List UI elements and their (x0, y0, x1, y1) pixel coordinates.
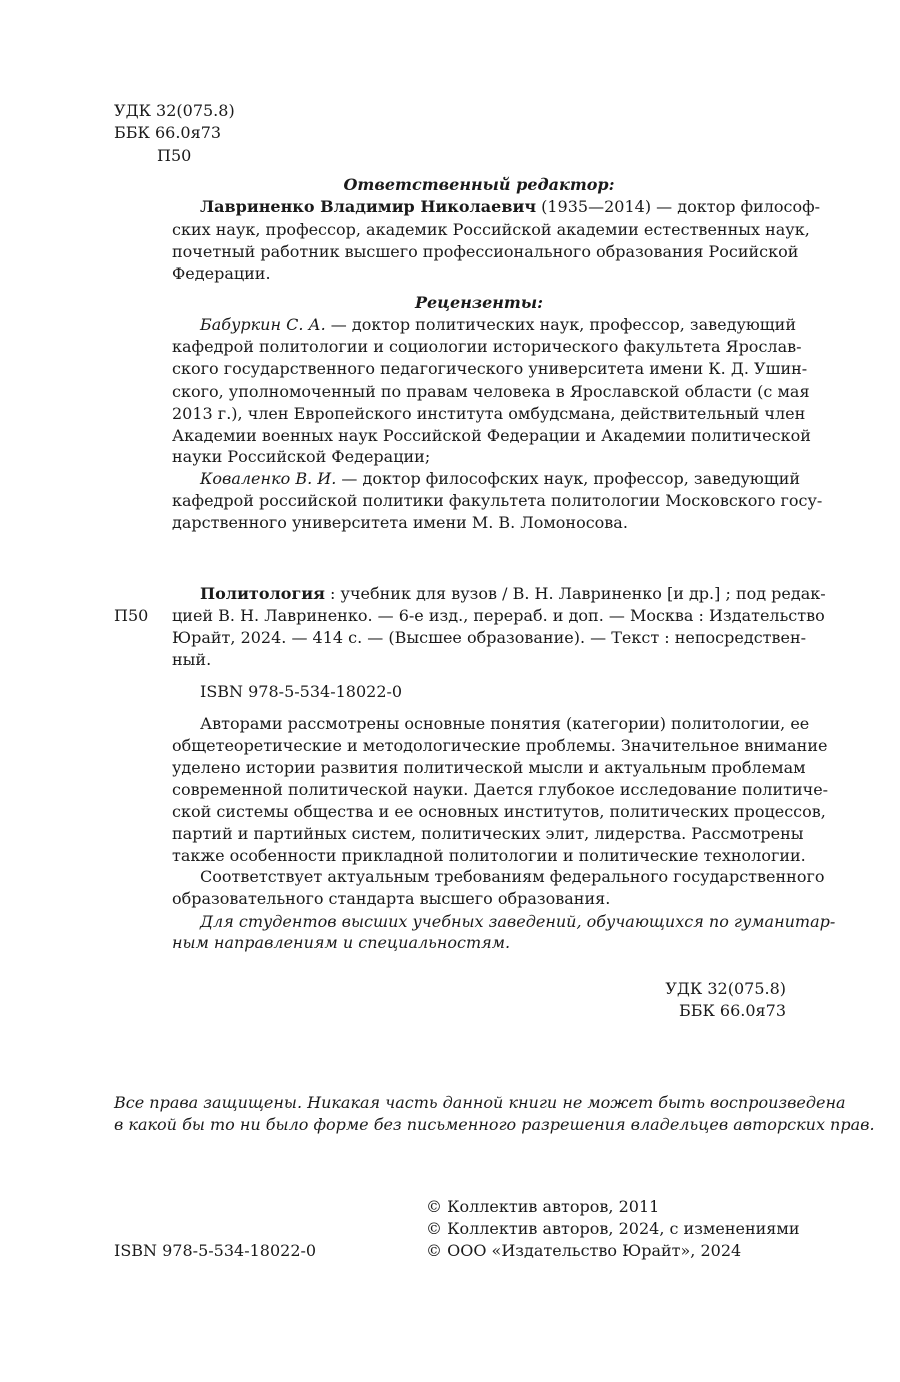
audience-line-2: ным направлениям и специальностям. (172, 933, 511, 952)
editor-heading: Ответственный редактор: (343, 175, 615, 194)
reviewer1-line-2: кафедрой политологии и социологии исторического факультета Ярослав- (172, 337, 802, 356)
reviewer2-line-1 (200, 468, 801, 490)
udk-code: УДК 32(075.8) (114, 101, 235, 120)
udk-code-bottom: УДК 32(075.8) (665, 979, 786, 998)
annotation-line-1: Авторами рассмотрены основные понятия (категории) политологии, ее (200, 714, 810, 733)
editor-name: Лавриненко Владимир Николаевич (200, 197, 537, 216)
reviewer2-line-2: кафедрой российской политики факультета политологии Московского госу- (172, 491, 823, 510)
biblio-line-4: ный. (172, 650, 212, 669)
reviewer2-line-1-rest: — доктор философских наук, профессор, заведующий (336, 469, 801, 488)
footer-isbn: ISBN 978-5-534-18022-0 (114, 1241, 317, 1260)
annotation-line-6: партий и партийных систем, политических элит, лидерства. Рассмотрены (172, 824, 804, 843)
annotation-line-5: ской системы общества и ее основных институтов, политических процессов, (172, 802, 826, 821)
standard-line-2: образовательного стандарта высшего образования. (172, 889, 611, 908)
biblio-line-1-rest: : учебник для вузов / В. Н. Лавриненко [и др.] ; под редак- (324, 584, 826, 603)
annotation-line-7: также особенности прикладной политологии и политические технологии. (172, 846, 806, 865)
bbk-code-bottom: ББК 66.0я73 (678, 1001, 786, 1020)
reviewer1-line-3: ского государственного педагогического университета имени К. Д. Ушин- (172, 359, 808, 378)
rights-line-1: Все права защищены. Никакая часть данной книги не может быть воспроизведена (114, 1093, 846, 1112)
reviewers-heading: Рецензенты: (414, 293, 544, 312)
reviewer1-line-7: науки Российской Федерации; (172, 447, 431, 466)
editor-line-1-rest: (1935—2014) — доктор философ- (536, 197, 821, 216)
copyright-2: © Коллектив авторов, 2024, с изменениями (426, 1219, 800, 1238)
reviewer1-line-5: 2013 г.), член Европейского института омбудсмана, действительный член (172, 404, 806, 423)
copyright-3: © ООО «Издательство Юрайт», 2024 (426, 1241, 742, 1260)
editor-line-1 (200, 196, 821, 218)
annotation-line-4: современной политической науки. Дается глубокое исследование политиче- (172, 780, 829, 799)
reviewer2-name: Коваленко В. И. (200, 469, 337, 488)
annotation-line-2: общетеоретические и методологические проблемы. Значительное внимание (172, 736, 828, 755)
author-mark: П50 (157, 146, 192, 165)
reviewer1-name: Бабуркин С. А. (200, 315, 326, 334)
rights-line-2: в какой бы то ни было форме без письменного разрешения владельцев авторских прав. (114, 1115, 875, 1134)
reviewer1-line-1 (200, 314, 797, 336)
annotation-line-3: уделено истории развития политической мысли и актуальным проблемам (172, 758, 806, 777)
biblio-line-2: цией В. Н. Лавриненко. — 6-е изд., перераб. и доп. — Москва : Издательство (172, 606, 825, 625)
bbk-code: ББК 66.0я73 (114, 123, 222, 142)
reviewer2-line-3: дарственного университета имени М. В. Ломоносова. (172, 513, 628, 532)
copyright-1: © Коллектив авторов, 2011 (426, 1197, 660, 1216)
reviewer1-line-6: Академии военных наук Российской Федерации и Академии политической (172, 426, 811, 445)
editor-line-3: почетный работник высшего профессионального образования Росийской (172, 242, 799, 261)
book-title: Политология (200, 584, 325, 603)
audience-line-1: Для студентов высших учебных заведений, обучающихся по гуманитар- (200, 912, 836, 931)
biblio-line-3: Юрайт, 2024. — 414 с. — (Высшее образование). — Текст : непосредствен- (172, 628, 807, 647)
biblio-side-mark: П50 (114, 606, 149, 625)
editor-line-2: ских наук, профессор, академик Российской академии естественных наук, (172, 220, 810, 239)
standard-line-1: Соответствует актуальным требованиям федерального государственного (200, 867, 825, 886)
reviewer1-line-4: ского, уполномоченный по правам человека в Ярославской области (с мая (172, 382, 810, 401)
biblio-isbn: ISBN 978-5-534-18022-0 (200, 682, 403, 701)
reviewer1-line-1-rest: — доктор политических наук, профессор, заведующий (325, 315, 797, 334)
editor-line-4: Федерации. (172, 264, 271, 283)
biblio-line-1 (200, 583, 826, 605)
